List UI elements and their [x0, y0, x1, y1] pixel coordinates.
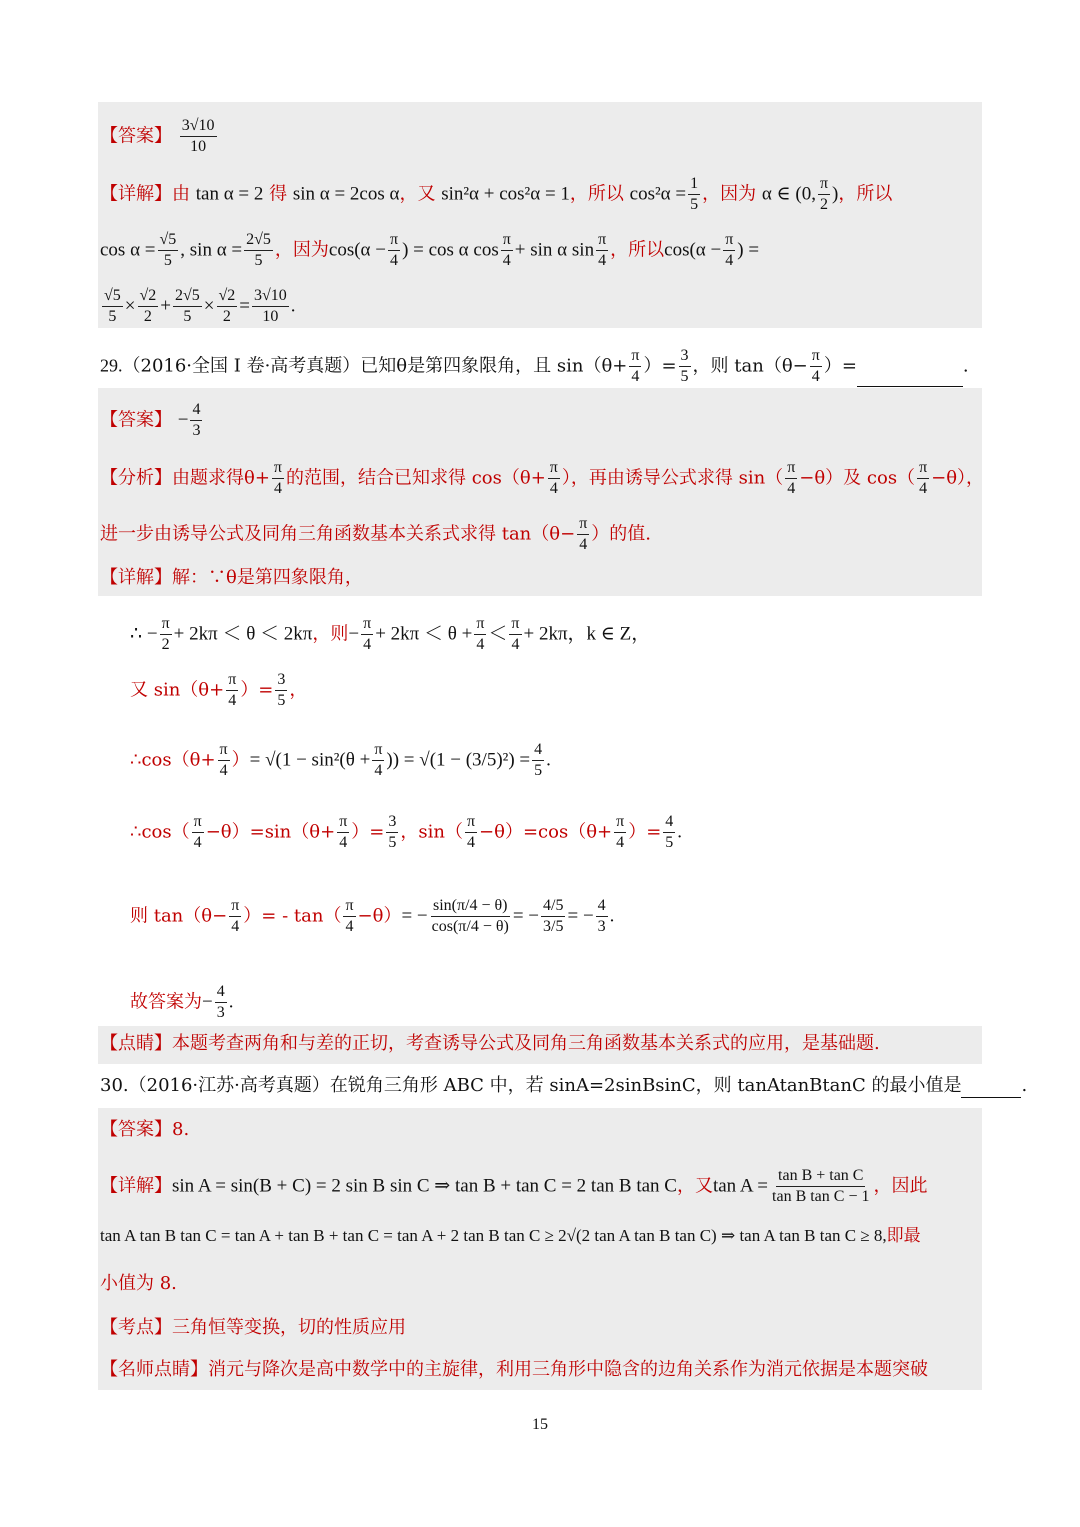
page-number: 15	[532, 1416, 548, 1433]
question-29-stem: 29.（2016·全国 I 卷·高考真题）已知θ是第四象限角，且 sin（θ+ $\frac{\pi}{4}$ ）= $\frac{3}{5}$ ，则 tan（θ− $\frac{\pi}{4}$ ）= .	[100, 347, 969, 385]
detail-line-30-2: tan A tan B tan C = tan A + tan B + tan C = tan A + 2 tan B tan C ≥ 2√(2 tan A tan B tan C) ⇒ tan A tan B tan C ≥ 8,即最	[100, 1226, 921, 1246]
detail-line-30-1: 【详解】sin A = sin(B + C) = 2 sin B sin C ⇒ tan B + tan C = 2 tan B tan C，又tan A = $\frac{\text{tan B + tan C}}{\text{tan B tan C − 1}}$ ，因此	[100, 1167, 928, 1205]
detail-line-28-3: $\frac{√5}{5}$ × $\frac{√2}{2}$ + $\frac{2√5}{5}$ × $\frac{√2}{2}$ = $\frac{3√10}{10}$ .	[104, 287, 296, 325]
detail-line-28-1: 【详解】由 tan α = 2 得 sin α = 2cos α，又 sin²α + cos²α = 1，所以 cos²α = $\frac{1}{5}$ ，因为 α ∈ (0, $\frac{\pi}{2}$ )，所以	[100, 175, 893, 213]
answer-row-30	[100, 1118, 189, 1142]
detail-step-29-6: 故答案为− $\frac{4}{3}$ .	[130, 983, 234, 1021]
detail-step-29-4: ∴cos（ $\frac{\pi}{4}$ −θ）=sin（θ+ $\frac{\pi}{4}$ ）= $\frac{3}{5}$ ，sin（ $\frac{\pi}{4}$ −θ）=cos（θ+ $\frac{\pi}{4}$ ）= $\frac{4}{5}$ .	[130, 813, 683, 851]
answer-value: $\frac{4}{3}$	[192, 401, 201, 439]
detail-line-28-2: cos α = $\frac{√5}{5}$ , sin α = $\frac{2√5}{5}$ ，因为cos(α − $\frac{\pi}{4}$ ) = cos α cos $\frac{\pi}{4}$ + sin α sin $\frac{\pi}{4}$ ，所以cos(α − $\frac{\pi}{4}$ ) =	[100, 231, 760, 269]
answer-row-29: 【答案】 − $\frac{4}{3}$	[100, 401, 201, 439]
analysis-line-29-2: 进一步由诱导公式及同角三角函数基本关系式求得 tan（θ− $\frac{\pi}{4}$ ）的值.	[100, 515, 652, 553]
analysis-line-29-1: 【分析】由题求得θ+ $\frac{\pi}{4}$ 的范围，结合已知求得 cos（θ+ $\frac{\pi}{4}$ ），再由诱导公式求得 sin（ $\frac{\pi}{4}$ −θ）及 cos（ $\frac{\pi}{4}$ −θ），	[100, 459, 985, 497]
comment-label: 【点睛】	[100, 1033, 172, 1054]
detail-line-30-3: 小值为 8.	[100, 1273, 177, 1294]
detail-intro-29: 【详解】解：∵θ是第四象限角，	[100, 567, 363, 588]
teacher-label: 【名师点睛】	[100, 1359, 208, 1380]
answer-value: 8.	[172, 1119, 190, 1140]
answer-panel-30	[98, 1108, 982, 1390]
question-30-stem: 30.（2016·江苏·高考真题）在锐角三角形 ABC 中，若 sinA=2sinBsinC，则 tanAtanBtanC 的最小值是 .	[100, 1075, 1028, 1096]
answer-label: 【答案】	[100, 125, 172, 147]
detail-label: 【详解】	[100, 183, 172, 205]
answer-blank-30	[961, 1097, 1021, 1098]
analysis-label: 【分析】	[100, 467, 172, 489]
answer-label: 【答案】	[100, 409, 172, 431]
point-label: 【考点】	[100, 1317, 172, 1338]
point-30: 【考点】三角恒等变换，切的性质应用	[100, 1317, 406, 1338]
answer-blank-29	[857, 386, 963, 387]
detail-step-29-2: 又 sin（θ+ $\frac{\pi}{4}$ ）= $\frac{3}{5}$ ，	[130, 671, 308, 709]
answer-row-28	[100, 116, 219, 157]
detail-step-29-5: 则 tan（θ− $\frac{\pi}{4}$ ）= - tan（ $\frac{\pi}{4}$ −θ）= − $\frac{\sin(\pi/4 - \theta)}{\cos(\pi/4 - \theta)}$ = − $\frac{4/5}{3/5}$ = − $\frac{4}{3}$ .	[130, 897, 615, 935]
detail-step-29-3: ∴cos（θ+ $\frac{\pi}{4}$ ）= √(1 − sin²(θ + $\frac{\pi}{4}$ )) = √(1 − (3/5)²) = $\frac{4}{5}$ .	[130, 741, 551, 779]
teacher-note-30: 【名师点睛】消元与降次是高中数学中的主旋律，利用三角形中隐含的边角关系作为消元依据是本题突破	[100, 1359, 928, 1380]
detail-label: 【详解】	[100, 567, 172, 588]
answer-value: $\frac{3√10}{10}$	[181, 117, 215, 155]
answer-label: 【答案】	[100, 1119, 172, 1140]
comment-29: 【点睛】本题考查两角和与差的正切，考查诱导公式及同角三角函数基本关系式的应用，是基础题.	[100, 1033, 880, 1054]
detail-step-29-1: ∴ − $\frac{\pi}{2}$ + 2kπ ＜ θ ＜ 2kπ，则− $\frac{\pi}{4}$ + 2kπ ＜ θ + $\frac{\pi}{4}$ ＜ $\frac{\pi}{4}$ + 2kπ，k ∈ Z，	[130, 615, 651, 653]
detail-label: 【详解】	[100, 1175, 172, 1197]
